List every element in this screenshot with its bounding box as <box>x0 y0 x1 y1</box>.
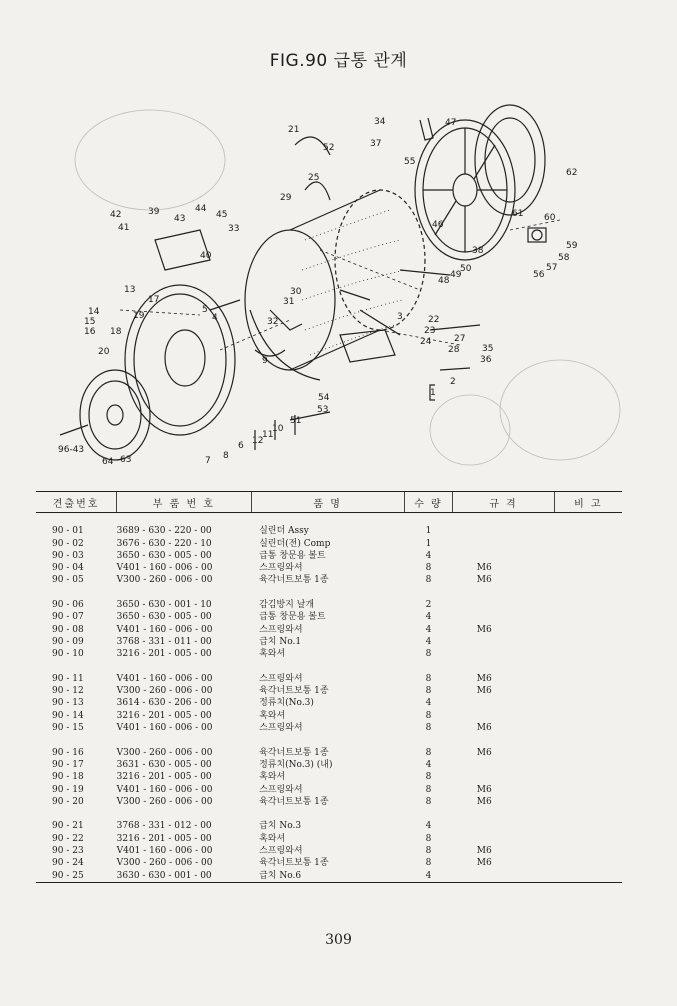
part-name: 육각너트보통 1종 <box>259 796 329 807</box>
quantity: 8 <box>425 833 432 844</box>
callout-40: 40 <box>200 251 212 261</box>
part-name: 스프링와셔 <box>259 563 303 574</box>
remarks <box>554 796 622 808</box>
header-quantity: 수 량 <box>404 492 453 513</box>
part-name: 육각너트보통 1종 <box>259 858 329 869</box>
quantity: 8 <box>425 649 432 660</box>
callout-10: 10 <box>272 424 284 434</box>
part-name: 혹와셔 <box>259 710 286 721</box>
part-no: 3614 - 630 - 206 - 00 <box>116 698 212 709</box>
spec: M6 <box>476 723 492 734</box>
table-row <box>36 771 622 783</box>
callout-48: 48 <box>438 276 450 286</box>
remarks <box>554 784 622 796</box>
remarks <box>554 636 622 648</box>
remarks <box>554 759 622 771</box>
remarks <box>554 525 622 537</box>
table-row <box>36 710 622 722</box>
quantity: 8 <box>425 723 432 734</box>
reference-no: 90 - 24 <box>52 858 84 869</box>
spec <box>453 771 554 783</box>
callout-59: 59 <box>566 241 578 251</box>
spec: M6 <box>476 673 492 684</box>
part-no: V401 - 160 - 006 - 00 <box>116 723 213 734</box>
callout-18: 18 <box>110 327 122 337</box>
quantity: 8 <box>425 710 432 721</box>
table-row <box>36 820 622 832</box>
part-name: 스프링와셔 <box>259 784 303 795</box>
header-part-name: 품 명 <box>251 492 404 513</box>
part-no: V300 - 260 - 006 - 00 <box>116 747 213 758</box>
callout-29: 29 <box>280 193 292 203</box>
spec: M6 <box>476 747 492 758</box>
header-remarks: 비 고 <box>554 492 622 513</box>
callout-1: 1 <box>430 388 436 398</box>
part-no: V300 - 260 - 006 - 00 <box>116 858 213 869</box>
callout-15: 15 <box>84 317 96 327</box>
callout-9: 9 <box>262 356 268 366</box>
callout-39: 39 <box>148 207 160 217</box>
part-no: V401 - 160 - 006 - 00 <box>116 563 213 574</box>
table-row <box>36 599 622 611</box>
part-name: 급통 창문용 볼트 <box>259 612 326 623</box>
exploded-parts-diagram <box>40 100 640 480</box>
part-name: 급치 No.3 <box>259 821 302 832</box>
reference-no: 90 - 09 <box>52 636 84 647</box>
spec: M6 <box>476 858 492 869</box>
part-name: 육각너트보통 1종 <box>259 747 329 758</box>
table-row <box>36 845 622 857</box>
part-no: 3216 - 201 - 005 - 00 <box>116 710 212 721</box>
callout-58: 58 <box>558 253 570 263</box>
part-no: V300 - 260 - 006 - 00 <box>116 686 213 697</box>
part-name: 급치 No.1 <box>259 636 302 647</box>
quantity: 4 <box>425 550 432 561</box>
spec <box>453 538 554 550</box>
callout-55: 55 <box>404 157 416 167</box>
spec: M6 <box>476 784 492 795</box>
parts-table <box>36 491 622 883</box>
callout-52: 52 <box>323 143 335 153</box>
quantity: 8 <box>425 575 432 586</box>
table-row <box>36 574 622 586</box>
table-row <box>36 857 622 869</box>
part-no: 3650 - 630 - 005 - 00 <box>116 550 212 561</box>
table-row <box>36 833 622 845</box>
header-reference-no: 견출번호 <box>36 492 117 513</box>
callout-11: 11 <box>262 430 274 440</box>
spec <box>453 636 554 648</box>
remarks <box>554 820 622 832</box>
table-row <box>36 796 622 808</box>
remarks <box>554 833 622 845</box>
part-name: 실린더 Assy <box>259 526 309 537</box>
part-name: 실린더(전) Comp <box>259 538 331 549</box>
part-no: 3650 - 630 - 005 - 00 <box>116 612 212 623</box>
spec: M6 <box>476 686 492 697</box>
remarks <box>554 673 622 685</box>
part-name: 스프링와셔 <box>259 624 303 635</box>
quantity: 1 <box>425 526 432 537</box>
callout-28: 28 <box>448 345 460 355</box>
spec <box>453 648 554 660</box>
callout-51: 51 <box>290 416 302 426</box>
remarks <box>554 574 622 586</box>
callout-47: 47 <box>445 118 457 128</box>
reference-no: 90 - 19 <box>52 784 84 795</box>
callout-30: 30 <box>290 287 302 297</box>
remarks <box>554 710 622 722</box>
callout-41: 41 <box>118 223 130 233</box>
callout-96-43: 96-43 <box>58 445 85 455</box>
part-name: 감김방지 날개 <box>259 600 315 611</box>
reference-no: 90 - 06 <box>52 600 84 611</box>
quantity: 8 <box>425 846 432 857</box>
part-no: 3216 - 201 - 005 - 00 <box>116 833 212 844</box>
table-row <box>36 722 622 734</box>
page-title: FIG.90 급통 관계 <box>269 51 408 71</box>
quantity: 4 <box>425 636 432 647</box>
callout-17: 17 <box>148 295 160 305</box>
callout-4: 4 <box>212 313 218 323</box>
quantity: 4 <box>425 821 432 832</box>
part-name: 육각너트보통 1종 <box>259 575 329 586</box>
quantity: 8 <box>425 563 432 574</box>
spec <box>453 599 554 611</box>
callout-60: 60 <box>544 213 556 223</box>
callout-57: 57 <box>546 263 558 273</box>
part-no: 3768 - 331 - 012 - 00 <box>116 821 212 832</box>
spec <box>453 820 554 832</box>
callout-23: 23 <box>424 326 436 336</box>
table-row <box>36 525 622 537</box>
remarks <box>554 611 622 623</box>
table-row <box>36 759 622 771</box>
part-name: 급치 No.6 <box>251 870 404 883</box>
reference-no: 90 - 08 <box>52 624 84 635</box>
quantity: 1 <box>425 538 432 549</box>
part-no: V401 - 160 - 006 - 00 <box>116 846 213 857</box>
callout-22: 22 <box>428 315 440 325</box>
remarks <box>554 870 622 883</box>
part-no: 3630 - 630 - 001 - 00 <box>117 870 251 883</box>
reference-no: 90 - 18 <box>52 772 84 783</box>
reference-no: 90 - 11 <box>52 673 84 684</box>
part-name: 스프링와셔 <box>259 723 303 734</box>
reference-no: 90 - 22 <box>52 833 84 844</box>
spec: M6 <box>476 575 492 586</box>
table-row <box>36 870 622 883</box>
quantity: 4 <box>404 870 453 883</box>
reference-no: 90 - 05 <box>52 575 84 586</box>
spec: M6 <box>476 563 492 574</box>
table-row <box>36 624 622 636</box>
callout-61: 61 <box>512 209 524 219</box>
quantity: 4 <box>425 759 432 770</box>
quantity: 8 <box>425 772 432 783</box>
part-name: 스프링와셔 <box>259 673 303 684</box>
callout-36: 36 <box>480 355 492 365</box>
header-part-no: 부 품 번 호 <box>117 492 251 513</box>
parts-table-header <box>36 492 622 513</box>
part-no: V300 - 260 - 006 - 00 <box>116 796 213 807</box>
callout-63: 63 <box>120 455 132 465</box>
part-name: 급통 창문용 볼트 <box>259 550 326 561</box>
remarks <box>554 538 622 550</box>
callout-7: 7 <box>205 456 211 466</box>
callout-50: 50 <box>460 264 472 274</box>
part-no: V300 - 260 - 006 - 00 <box>116 575 213 586</box>
remarks <box>554 562 622 574</box>
remarks <box>554 624 622 636</box>
quantity: 8 <box>425 747 432 758</box>
part-no: 3631 - 630 - 005 - 00 <box>116 759 212 770</box>
callout-12: 12 <box>252 436 264 446</box>
reference-no: 90 - 02 <box>52 538 84 549</box>
callout-44: 44 <box>195 204 207 214</box>
spec: M6 <box>476 846 492 857</box>
part-no: V401 - 160 - 006 - 00 <box>116 673 213 684</box>
remarks <box>554 771 622 783</box>
table-row <box>36 648 622 660</box>
quantity: 2 <box>425 600 432 611</box>
part-no: V401 - 160 - 006 - 00 <box>116 784 213 795</box>
part-no: V401 - 160 - 006 - 00 <box>116 624 213 635</box>
reference-no: 90 - 07 <box>52 612 84 623</box>
header-spec: 규 격 <box>453 492 554 513</box>
quantity: 4 <box>425 612 432 623</box>
remarks <box>554 685 622 697</box>
part-no: 3676 - 630 - 220 - 10 <box>116 538 212 549</box>
reference-no: 90 - 20 <box>52 796 84 807</box>
spec <box>453 525 554 537</box>
part-no: 3216 - 201 - 005 - 00 <box>116 649 212 660</box>
quantity: 4 <box>425 624 432 635</box>
callout-56: 56 <box>533 270 545 280</box>
callout-6: 6 <box>238 441 244 451</box>
callout-8: 8 <box>223 451 229 461</box>
table-row <box>36 636 622 648</box>
callout-5: 5 <box>202 305 208 315</box>
callout-42: 42 <box>110 210 122 220</box>
part-no: 3768 - 331 - 011 - 00 <box>116 636 212 647</box>
reference-no: 90 - 25 <box>36 870 117 883</box>
spec <box>453 550 554 562</box>
quantity: 8 <box>425 673 432 684</box>
callout-19: 19 <box>133 311 145 321</box>
spec <box>453 833 554 845</box>
quantity: 8 <box>425 858 432 869</box>
reference-no: 90 - 16 <box>52 747 84 758</box>
callout-14: 14 <box>88 307 100 317</box>
reference-no: 90 - 01 <box>52 526 84 537</box>
quantity: 4 <box>425 698 432 709</box>
reference-no: 90 - 23 <box>52 846 84 857</box>
callout-35: 35 <box>482 344 494 354</box>
reference-no: 90 - 21 <box>52 821 84 832</box>
callout-21: 21 <box>288 125 300 135</box>
quantity: 8 <box>425 686 432 697</box>
callout-38: 38 <box>472 246 484 256</box>
remarks <box>554 722 622 734</box>
callout-25: 25 <box>308 173 320 183</box>
remarks <box>554 857 622 869</box>
reference-no: 90 - 12 <box>52 686 84 697</box>
part-no: 3216 - 201 - 005 - 00 <box>116 772 212 783</box>
callout-37: 37 <box>370 139 382 149</box>
diagram-drawing <box>40 100 640 480</box>
callout-64: 64 <box>102 457 114 467</box>
table-row <box>36 562 622 574</box>
reference-no: 90 - 03 <box>52 550 84 561</box>
quantity: 8 <box>425 796 432 807</box>
remarks <box>554 648 622 660</box>
part-no: 3689 - 630 - 220 - 00 <box>116 526 212 537</box>
table-row <box>36 538 622 550</box>
reference-no: 90 - 13 <box>52 698 84 709</box>
callout-32: 32 <box>267 317 279 327</box>
table-row <box>36 611 622 623</box>
remarks <box>554 747 622 759</box>
callout-20: 20 <box>98 347 110 357</box>
callout-49: 49 <box>450 270 462 280</box>
callout-33: 33 <box>228 224 240 234</box>
table-row <box>36 697 622 709</box>
reference-no: 90 - 15 <box>52 723 84 734</box>
remarks <box>554 550 622 562</box>
callout-27: 27 <box>454 334 466 344</box>
reference-no: 90 - 14 <box>52 710 84 721</box>
part-name: 육각너트보통 1종 <box>259 686 329 697</box>
callout-34: 34 <box>374 117 386 127</box>
table-row <box>36 685 622 697</box>
spec <box>453 697 554 709</box>
callout-3: 3 <box>397 312 403 322</box>
callout-16: 16 <box>84 327 96 337</box>
part-name: 혹와셔 <box>259 772 286 783</box>
callout-2: 2 <box>450 377 456 387</box>
spec <box>453 870 554 883</box>
callout-13: 13 <box>124 285 136 295</box>
part-name: 혹와셔 <box>259 833 286 844</box>
quantity: 8 <box>425 784 432 795</box>
remarks <box>554 697 622 709</box>
part-name: 정류치(No.3) (내) <box>259 759 333 770</box>
remarks <box>554 599 622 611</box>
callout-53: 53 <box>317 405 329 415</box>
part-name: 스프링와셔 <box>259 846 303 857</box>
spec <box>453 611 554 623</box>
parts-table-body <box>36 513 622 883</box>
callout-54: 54 <box>318 393 330 403</box>
page-number: 309 <box>325 932 352 948</box>
part-name: 정류치(No.3) <box>259 698 314 709</box>
spec <box>453 710 554 722</box>
table-row <box>36 747 622 759</box>
callout-46: 46 <box>432 220 444 230</box>
callout-45: 45 <box>216 210 228 220</box>
reference-no: 90 - 10 <box>52 649 84 660</box>
remarks <box>554 845 622 857</box>
spec: M6 <box>476 624 492 635</box>
spec: M6 <box>476 796 492 807</box>
table-row <box>36 673 622 685</box>
table-row <box>36 784 622 796</box>
table-row <box>36 550 622 562</box>
part-no: 3650 - 630 - 001 - 10 <box>116 600 212 611</box>
callout-31: 31 <box>283 297 295 307</box>
part-name: 혹와셔 <box>259 649 286 660</box>
callout-24: 24 <box>420 337 432 347</box>
callout-62: 62 <box>566 168 578 178</box>
reference-no: 90 - 17 <box>52 759 84 770</box>
reference-no: 90 - 04 <box>52 563 84 574</box>
spec <box>453 759 554 771</box>
callout-43: 43 <box>174 214 186 224</box>
